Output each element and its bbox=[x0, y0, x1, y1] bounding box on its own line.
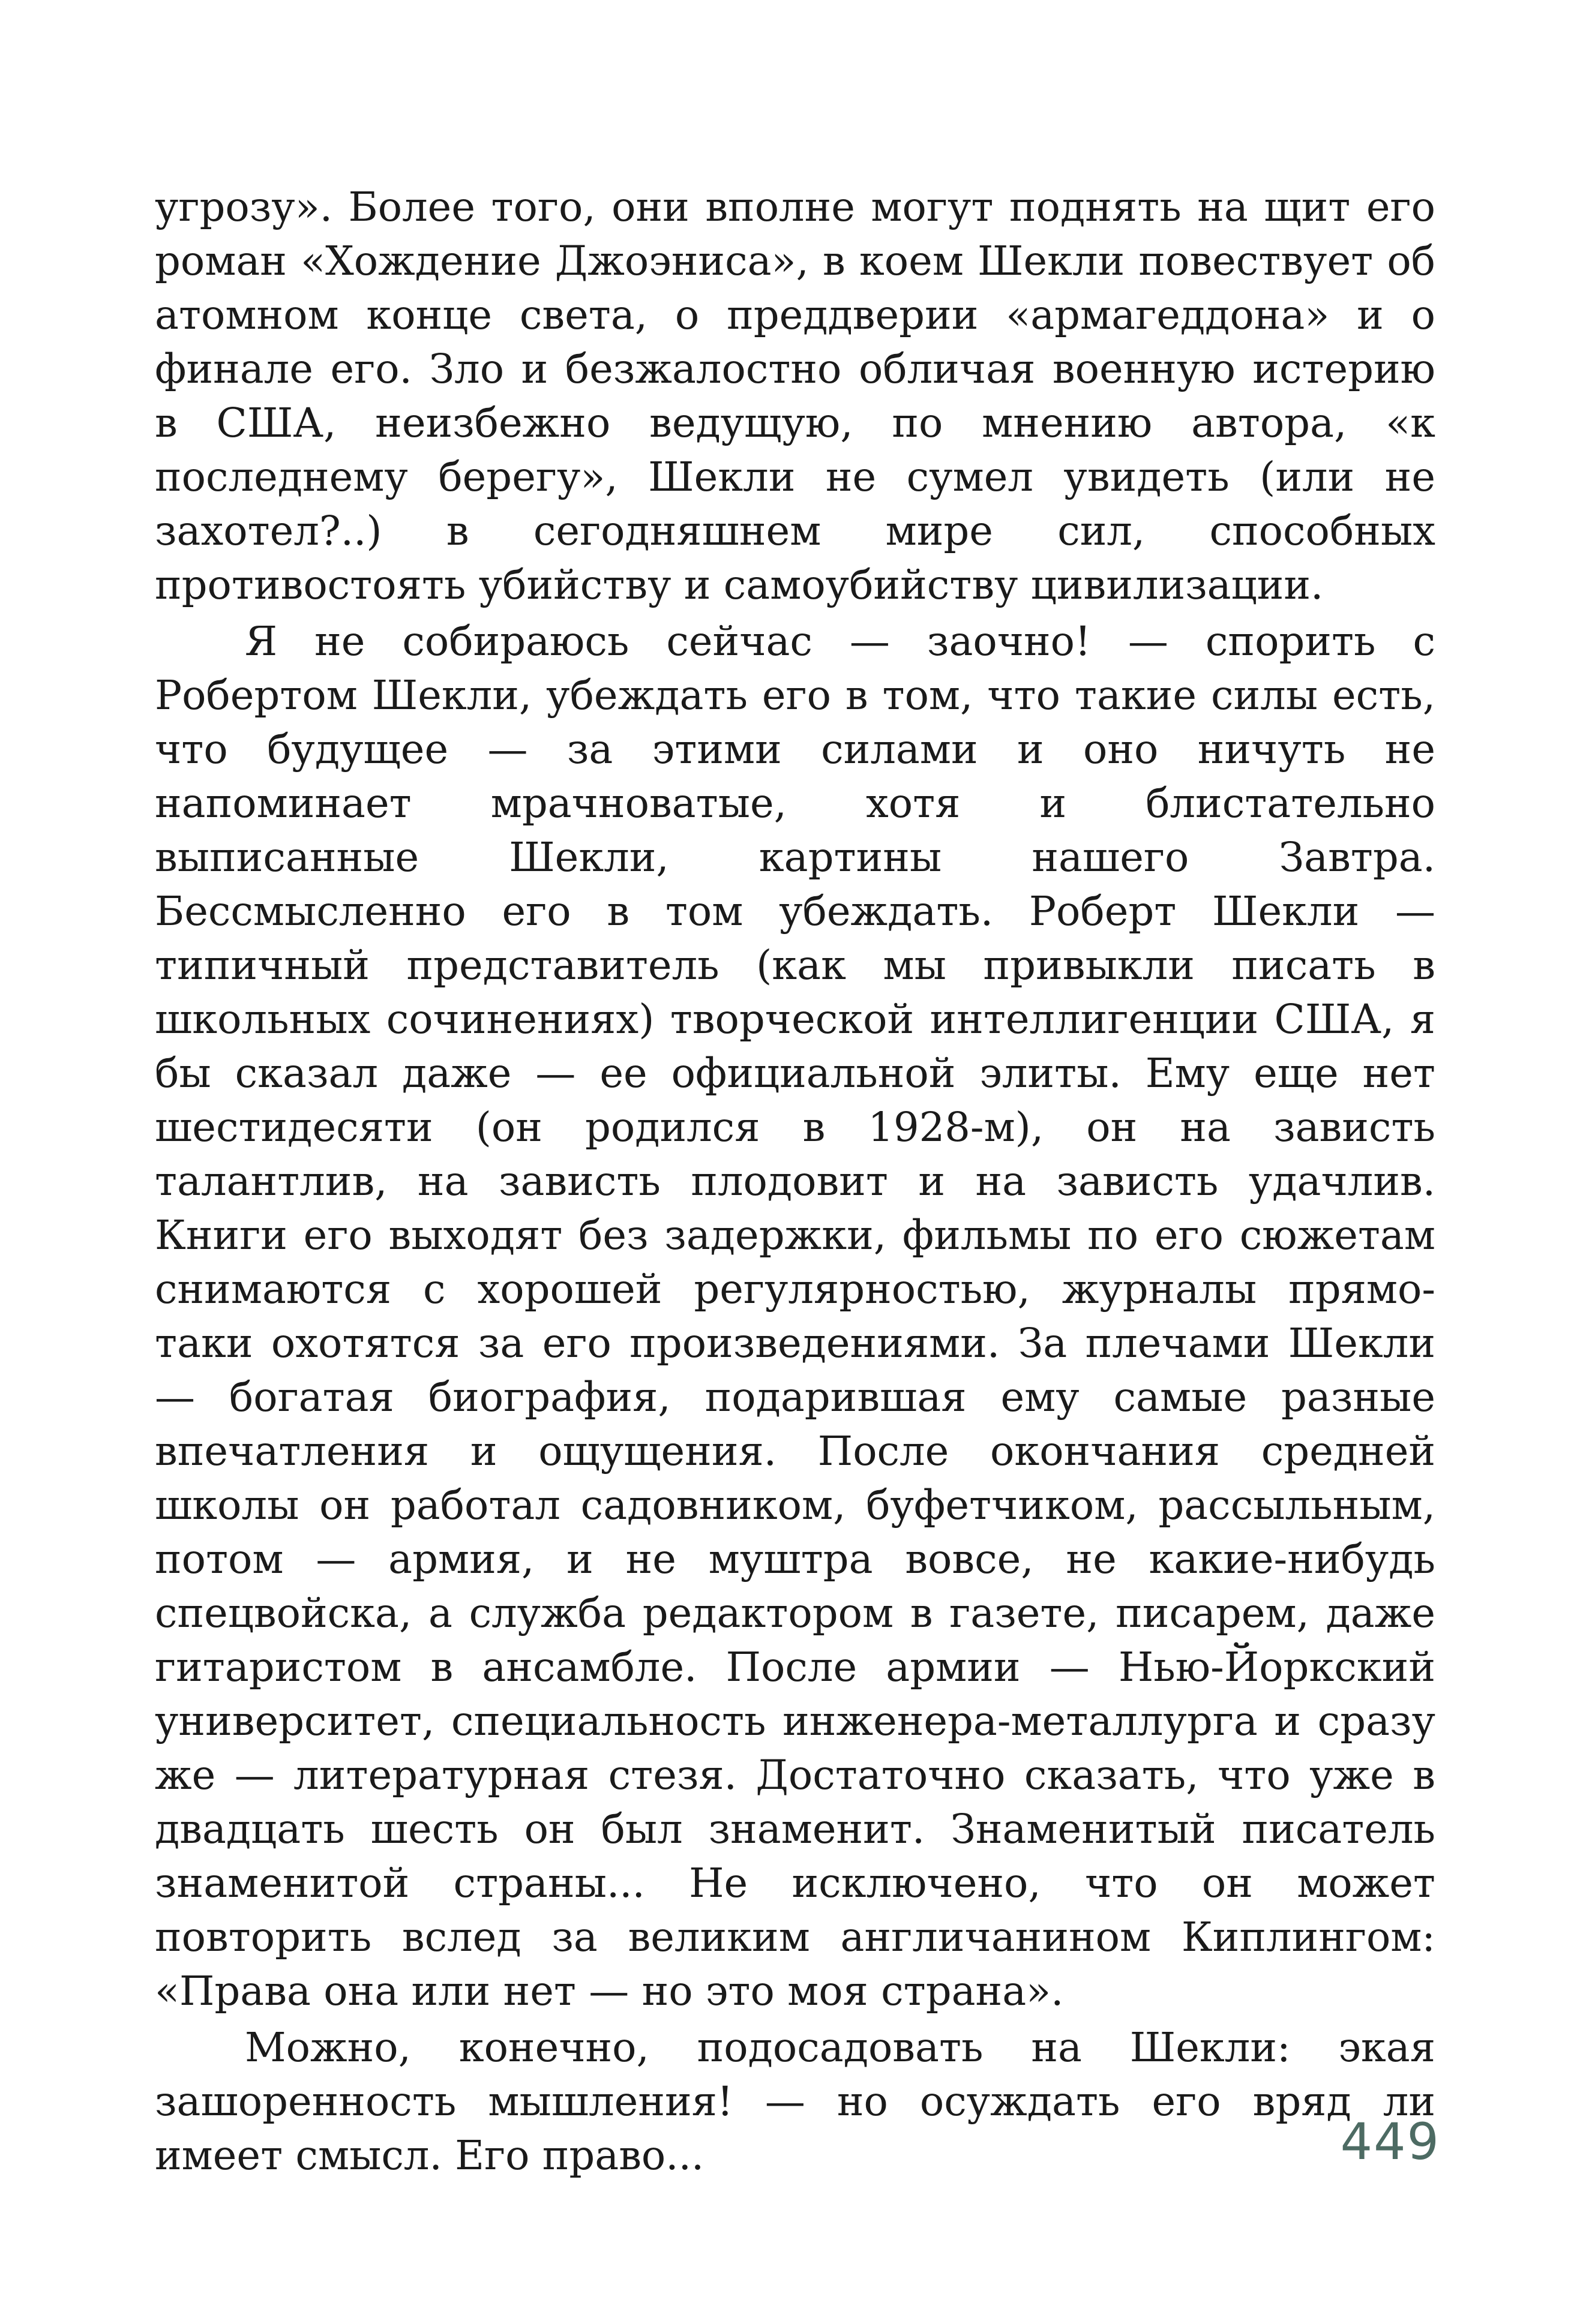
paragraph-conclusion: Можно, конечно, подосадовать на Шекли: экая зашоренность мышления! — но осуждать его вряд ли имеет смысл. Его право... bbox=[155, 2024, 1435, 2179]
page-number: 449 bbox=[1340, 2112, 1440, 2171]
paragraph-continuation: угрозу». Более того, они вполне могут поднять на щит его роман «Хождение Джоэниса», в коем Шекли повествует об атомном конце света, о преддверии «армагеддона» и о финале его. Зло и безжалостно обличая военную истерию в США, неизбежно ведущую, по мнению автора, «к последнему берегу», Шекли не сумел увидеть (или не захотел?..) в сегодняшнем мире сил, способных противостоять убийству и самоубийству цивилизации. bbox=[155, 184, 1435, 608]
paragraph-shekley-argument: Я не собираюсь сейчас — заочно! — спорить с Робертом Шекли, убеждать его в том, что такие силы есть, что будущее — за этими силами и оно ничуть не напоминает мрачноватые, хотя и блистательно выписанные Шекли, картины нашего Завтра. Бессмысленно его в том убеждать. Роберт Шекли — типичный представитель (как мы привыкли писать в школьных сочинениях) творческой интеллигенции США, я бы сказал даже — ее официальной элиты. Ему еще нет шестидесяти (он родился в 1928-м), он на зависть талантлив, на зависть плодовит и на зависть удачлив. Книги его выходят без задержки, фильмы по его сюжетам снимаются с хорошей регулярностью, журналы прямо-таки охотятся за его произведениями. За плечами Шекли — богатая биография, подарившая ему самые разные впечатления и ощущения. После окончания средней школы он работал садовником, буфетчиком, рассыльным, потом — армия, и не муштра вовсе, не какие-нибудь спецвойска, а служба редактором в газете, писарем, даже гитаристом в ансамбле. После армии — Нью-Йоркский университет, специальность инженера-металлурга и сразу же — литературная стезя. Достаточно сказать, что уже в двадцать шесть он был знаменит. Знаменитый писатель знаменитой страны... Не исключено, что он может повторить вслед за великим англичанином Киплингом: «Права она или нет — но это моя страна». bbox=[155, 618, 1435, 2014]
body-text bbox=[155, 180, 1435, 2182]
